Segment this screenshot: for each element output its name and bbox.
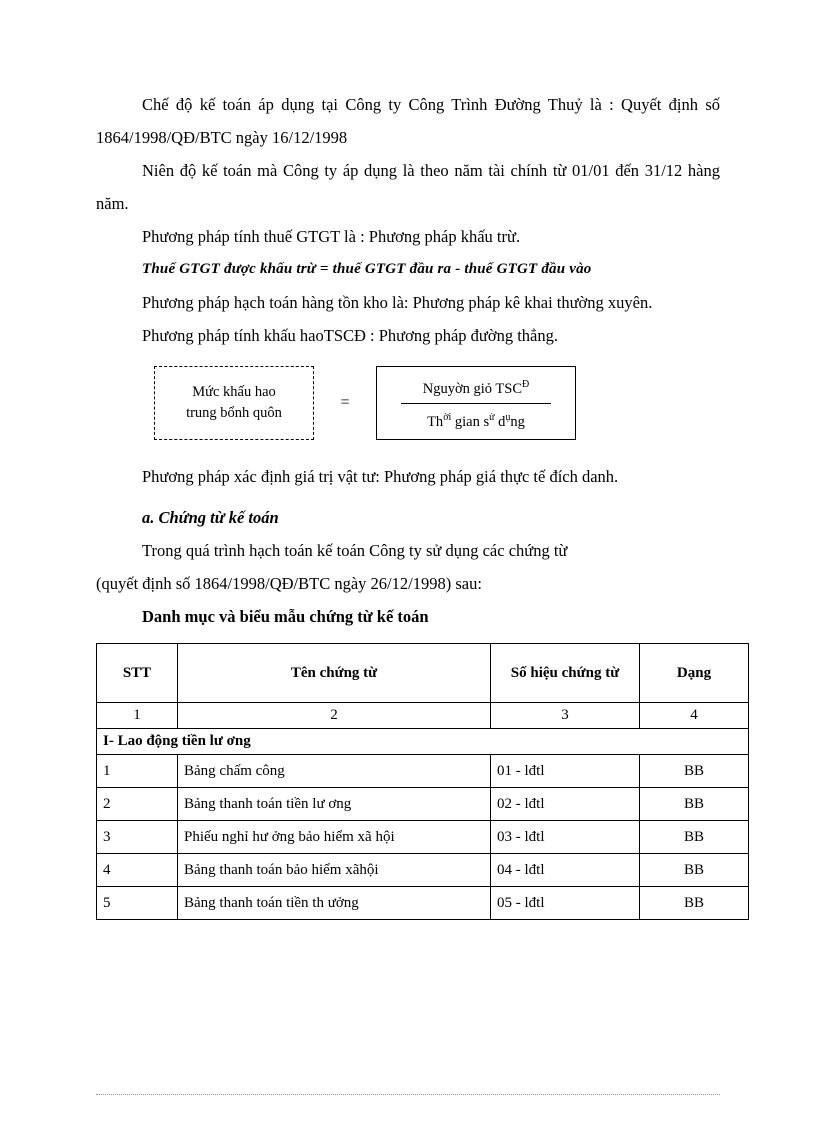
denominator-sup3: ụ [505, 411, 511, 423]
footer-divider [96, 1094, 720, 1095]
voucher-table [96, 643, 749, 920]
row-type: BB [640, 821, 749, 854]
row-stt: 2 [97, 788, 178, 821]
table-row [97, 755, 749, 788]
table-row [97, 821, 749, 854]
equals-sign: = [340, 394, 350, 411]
numerator-text: Nguyờn giỏ TSC [422, 380, 522, 397]
denominator-pre: Th [427, 413, 444, 430]
paragraph-accounting-regime: Chế độ kế toán áp dụng tại Công ty Công Trình Đường Thuỷ là : Quyết định số 1864/1998/QĐ/BTC ngày 16/12/1998 [96, 95, 720, 147]
depreciation-numerator [423, 373, 529, 403]
depreciation-formula [154, 362, 720, 444]
paragraph-fiscal-year: Niên độ kế toán mà Công ty áp dụng là theo năm tài chính từ 01/01 đến 31/12 hàng năm. [96, 161, 720, 213]
row-code: 03 - lđtl [491, 821, 640, 854]
header-voucher-name: Tên chứng từ [178, 644, 491, 703]
row-stt: 4 [97, 854, 178, 887]
table-column-number-row [97, 703, 749, 729]
vat-formula-line: Thuế GTGT được khấu trừ = thuế GTGT đầu ra - thuế GTGT đầu vào [142, 261, 592, 277]
row-name: Bảng thanh toán tiền th ưởng [178, 887, 491, 920]
colnum-1: 1 [97, 703, 178, 729]
spacer-before-section [96, 493, 720, 501]
row-stt: 3 [97, 821, 178, 854]
row-code: 02 - lđtl [491, 788, 640, 821]
row-name: Bảng thanh toán tiền lư ơng [178, 788, 491, 821]
row-name: Bảng chấm công [178, 755, 491, 788]
table-row [97, 788, 749, 821]
table-row [97, 854, 749, 887]
section-heading-vouchers: a. Chứng từ kế toán [142, 508, 279, 527]
denominator-mid: gian s [451, 413, 490, 430]
spacer-after-formula [96, 444, 720, 460]
denominator-sup1: ời [443, 411, 452, 423]
colnum-3: 3 [491, 703, 640, 729]
table-row [97, 887, 749, 920]
header-voucher-code: Số hiệu chứng từ [491, 644, 640, 703]
depreciation-right-box [376, 366, 576, 440]
paragraph-voucher-usage-2: (quyết định số 1864/1998/QĐ/BTC ngày 26/12/1998) sau: [96, 574, 482, 593]
row-code: 04 - lđtl [491, 854, 640, 887]
table-title: Danh mục và biểu mẫu chứng từ kế toán [142, 607, 429, 626]
denominator-end: ng [510, 413, 525, 430]
denominator-post: d [494, 413, 506, 430]
numerator-sup: Đ [522, 378, 530, 390]
depreciation-denominator [427, 404, 525, 434]
row-code: 01 - lđtl [491, 755, 640, 788]
header-type: Dạng [640, 644, 749, 703]
depreciation-left-box [154, 366, 314, 440]
paragraph-depreciation-method: Phương pháp tính khấu haoTSCĐ : Phương pháp đường thẳng. [142, 326, 558, 345]
denominator-sup2: ử [489, 411, 495, 423]
row-name: Bảng thanh toán bảo hiểm xãhội [178, 854, 491, 887]
row-type: BB [640, 854, 749, 887]
row-type: BB [640, 755, 749, 788]
row-stt: 5 [97, 887, 178, 920]
header-stt: STT [97, 644, 178, 703]
paragraph-material-valuation: Phương pháp xác định giá trị vật tư: Phương pháp giá thực tế đích danh. [142, 467, 619, 486]
row-code: 05 - lđtl [491, 887, 640, 920]
paragraph-inventory-method: Phương pháp hạch toán hàng tồn kho là: Phương pháp kê khai thường xuyên. [142, 293, 653, 312]
row-stt: 1 [97, 755, 178, 788]
table-section-row [97, 729, 749, 755]
paragraph-voucher-usage-1: Trong quá trình hạch toán kế toán Công ty sử dụng các chứng từ [142, 541, 568, 560]
row-name: Phiếu nghỉ hư ởng bảo hiểm xã hội [178, 821, 491, 854]
depreciation-left-line2: trung bổnh quôn [186, 405, 282, 421]
colnum-2: 2 [178, 703, 491, 729]
row-type: BB [640, 887, 749, 920]
depreciation-left-line1: Mức khấu hao [192, 384, 276, 400]
table-header-row [97, 644, 749, 703]
colnum-4: 4 [640, 703, 749, 729]
table-section-label: I- Lao động tiền lư ơng [97, 729, 749, 755]
paragraph-vat-method: Phương pháp tính thuế GTGT là : Phương pháp khấu trừ. [142, 227, 521, 246]
row-type: BB [640, 788, 749, 821]
